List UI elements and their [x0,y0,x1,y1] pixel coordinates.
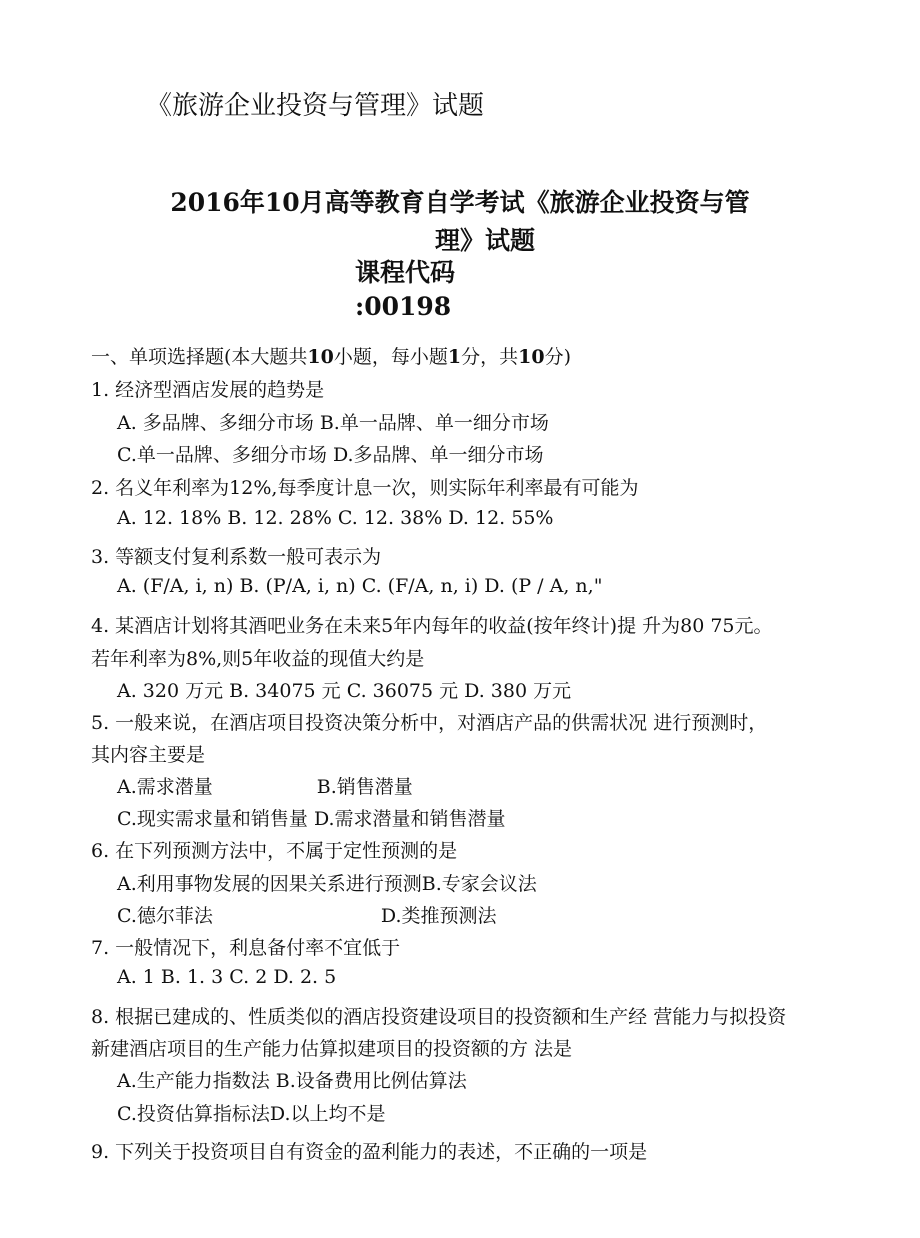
section-header-pre: 一、单项选择题(本大题共 [91,346,308,368]
section-header-mid-2: 分，共 [461,346,519,368]
question-5-option-a: A.需求潜量 [117,776,213,798]
question-8-options-line-2: C.投资估算指标法D.以上均不是 [117,1103,386,1125]
question-8-stem-line-2: 新建酒店项目的生产能力估算拟建项目的投资额的方 法是 [91,1038,573,1060]
question-5-option-b: B.销售潜量 [316,776,413,798]
section-total-score: 10 [518,346,545,368]
question-5-stem-line-1: 5. 一般来说，在酒店项目投资决策分析中，对酒店产品的供需状况 进行预测时， [91,712,768,734]
question-6-stem: 6. 在下列预测方法中，不属于定性预测的是 [91,840,458,862]
question-2-options: A. 12. 18% B. 12. 28% C. 12. 38% D. 12. 55% [117,507,554,529]
question-5-options-line-1 [117,772,413,799]
question-4-stem-line-2: 若年利率为8%,则5年收益的现值大约是 [91,648,425,670]
document-title: 《旅游企业投资与管理》试题 [146,91,485,121]
question-6-option-c: C.德尔菲法 [117,905,213,927]
course-code-label: 课程代码 [355,258,456,287]
question-5-options-line-2: C.现实需求量和销售量 D.需求潜量和销售潜量 [117,808,506,830]
question-1-stem: 1. 经济型酒店发展的趋势是 [91,379,325,401]
question-3-options: A. (F/A, i, n) B. (P/A, i, n) C. (F/A, n, i) D. (P / A, n," [117,575,603,597]
question-1-options-line-2: C.单一品牌、多细分市场 D.多品牌、单一细分市场 [117,444,544,466]
question-8-stem-line-1: 8. 根据已建成的、性质类似的酒店投资建设项目的投资额和生产经 营能力与拟投资 [91,1006,787,1028]
question-4-options: A. 320 万元 B. 34075 元 C. 36075 元 D. 380 万元 [117,680,572,702]
exam-heading-line-1: 2016年10月高等教育自学考试《旅游企业投资与管 [170,188,750,217]
question-6-option-d: D.类推预测法 [380,905,497,927]
section-header-mid-1: 小题，每小题 [333,346,448,368]
question-4-stem-line-1: 4. 某酒店计划将其酒吧业务在未来5年内每年的收益(按年终计)提 升为80 75元。 [91,615,773,637]
exam-heading [0,184,920,260]
section-question-count: 10 [307,346,334,368]
question-8-options-line-1: A.生产能力指数法 B.设备费用比例估算法 [117,1070,467,1092]
question-1-options-line-1: A. 多品牌、多细分市场 B.单一品牌、单一细分市场 [117,412,549,434]
section-header [91,342,571,369]
question-6-options-line-1: A.利用事物发展的因果关系进行预测B.专家会议法 [117,873,537,895]
course-code-value: :00198 [355,292,452,321]
section-header-post: 分) [544,346,572,368]
question-5-stem-line-2: 其内容主要是 [91,744,206,766]
question-9-stem: 9. 下列关于投资项目自有资金的盈利能力的表述，不正确的一项是 [91,1141,648,1163]
section-question-score: 1 [447,346,462,368]
question-3-stem: 3. 等额支付复利系数一般可表示为 [91,546,382,568]
question-2-stem: 2. 名义年利率为12%,每季度计息一次，则实际年利率最有可能为 [91,477,639,499]
exam-heading-line-2: 理》试题 [434,226,535,255]
question-6-options-line-2 [117,901,497,928]
question-7-options: A. 1 B. 1. 3 C. 2 D. 2. 5 [117,966,337,988]
course-code-block [355,256,455,324]
question-7-stem: 7. 一般情况下，利息备付率不宜低于 [91,937,401,959]
